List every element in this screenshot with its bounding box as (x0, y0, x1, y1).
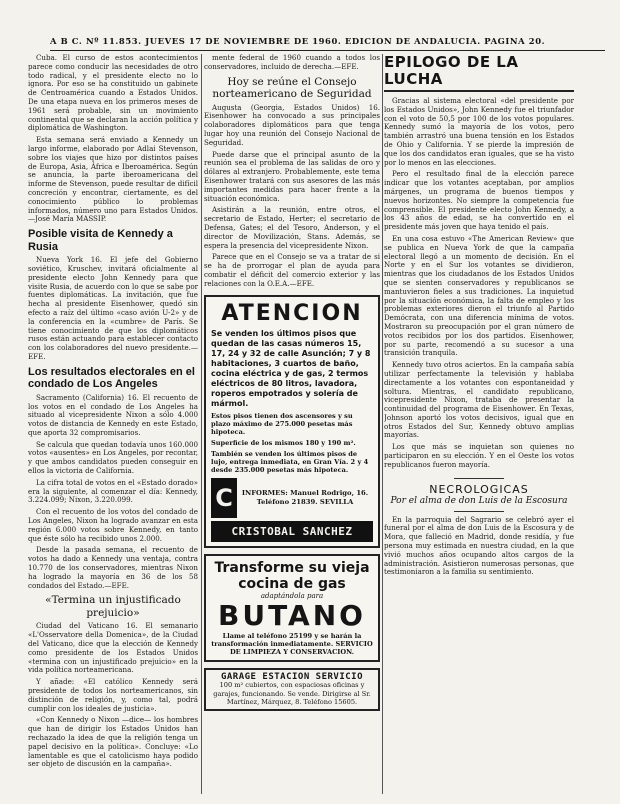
article-paragraph: Parece que en el Consejo se va a tratar de si se ha de prorrogar el plan de ayuda para combatir el déficit del comercio exterior y las relaciones con la O.E.A.—EFE. (204, 252, 380, 288)
article-paragraph: Y añade: «El católico Kennedy será presidente de todos los norteamericanos, sin distinción de religión, y, como tal, podrá cumplir con los ideales de justicia». (28, 677, 198, 713)
obituary-subtitle: Por el alma de don Luis de la Escosura (390, 495, 568, 506)
ad-info-row (211, 478, 373, 518)
headline-kennedy-russia: Posible visita de Kennedy a Rusia (28, 228, 173, 253)
headline-los-angeles-results: Los resultados electorales en el condado de Los Angeles (28, 365, 195, 391)
article-paragraph: Gracias al sistema electoral «del presidente por los Estados Unidos», John Kennedy fue el triunfador con el voto de 50,5 por 100 de los votos populares. Kennedy sumó la mayoría de los votos, pero también arrastró una buena tensión en los Estados de Ohio y California. Y se pierde la impresión de que los dos candidatos eran iguales, que se ha visto por lo menos en las elecciones. (384, 96, 574, 167)
advertisement-apartments (204, 295, 380, 548)
ad-text: Llame al teléfono 25199 y se harán la transformación inmediatamente. SERVICIO DE LIMPIEZA Y CONSERVACION. (211, 631, 373, 656)
article-paragraph: Augusta (Georgia, Estados Unidos) 16. Eisenhower ha convocado a sus principales colaboradores diplomáticos para que tenga lugar hoy una reunión del Consejo Nacional de Seguridad. (204, 102, 380, 147)
advertisement-butano (204, 554, 380, 663)
headline-epilogue: EPILOGO DE LA LUCHA (384, 54, 574, 92)
ad-text: Estos pisos tienen dos ascensores y su plazo máximo de 275.000 pesetas más hipoteca. (211, 411, 353, 436)
ad-title: GARAGE ESTACION SERVICIO (220, 672, 364, 683)
ad-info: INFORMES: Manuel Rodrigo, 16. Teléfono 21839. SEVILLA (241, 489, 369, 506)
obituaries-section (384, 478, 574, 512)
column-divider (201, 54, 202, 794)
article-paragraph: Nueva York 16. El jefe del Gobierno soviético, Kruschev, invitará oficialmente al presidente electo John Kennedy para que visite Rusia, de acuerdo con lo que se sabe por fuentes diplomáticas. La invitación, que fue hecha al presidente Eisenhower, quedó sin efecto a raíz del último «caso avión U-2» y de la conferencia en la «cumbre» de París. Se tiene conocimiento de que los diplomáticos rusos están actuando para establecer contacto con los colaboradores del nuevo presidente.—EFE. (28, 255, 198, 361)
article-paragraph: Cuba. El curso de estos acontecimientos parece como conducir las necesidades de otro todo radical, y el presidente electo no lo ignora. Por eso se ha constituido un gabinete de Centroamérica cuando a Estados Unidos. De una etapa nueva en los primeros meses de 1961 será probable, sin un movimiento continental que se declaran la acción política y diplomática de Washington. (28, 54, 198, 133)
article-paragraph: La cifra total de votos en el «Estado dorado» era la siguiente, al comenzar el día: Kennedy, 3.224.099; Nixon, 3.220.099. (28, 477, 198, 505)
obituaries-title: NECROLOGICAS (429, 482, 529, 496)
article-paragraph: En una cosa estuvo «The American Review» que se publica en Nueva York de que la campaña electoral llegó a un momento de decisión. En el Norte y en el Sur los votantes se dividieron, mientras que los ciudadanos de los Estados Unidos que se sienten conservadores y republicanos se mantuvieron fieles a sus tradiciones. La inquietud por la situación económica, la falta de empleo y los problemas exteriores dieron el triunfo al Partido Demócrata, con una diferencia mínima de votos. Mostraron su preocupación por el gran número de votos recibidos por los dos partidos. Eisenhower, por su parte, recomendó a su sucesor a una transición tranquila. (384, 233, 574, 358)
ad-text: Superficie de los mismos 180 y 190 m². (211, 438, 356, 447)
headline-security-council: Hoy se reúne el Consejo norteamericano de Seguridad (212, 75, 372, 101)
article-paragraph: Los que más se inquietan son quienes no participaron en su elección. Y en el Oeste los votos republicanos fueron mayoría. (384, 442, 574, 469)
ad-text: Se venden los últimos pisos que quedan de las casas números 15, 17, 24 y 32 de calle Asunción; 7 y 8 habitaciones, 3 cuartos de baño, cocina eléctrica y de gas, 2 termos eléctricos de 80 litros, lavadora, roperos empotrados y solería de mármol. (211, 328, 371, 408)
column-left (28, 54, 198, 804)
article-paragraph: Desde la pasada semana, el recuento de votos ha dado a Kennedy una ventaja, contra 10.770 de los conservadores, mientras Nixon ha logrado la mayoría en 36 de los 58 condados del Estado.—EFE. (28, 545, 198, 590)
article-paragraph: Sacramento (California) 16. El recuento de los votos en el condado de Los Angeles ha situado al vicepresidente Nixon a sólo 4.000 votos de distancia de Kennedy en este Estado, que aporta 32 compromisarios. (28, 392, 198, 437)
column-middle (204, 54, 380, 804)
ad-brand: CRISTOBAL SANCHEZ (211, 521, 373, 542)
article-paragraph: Con el recuento de los votos del condado de Los Angeles, Nixon ha logrado avanzar en esta región 6.000 votos sobre Kennedy, en tanto que éste sólo ha recibido unos 2.000. (28, 507, 198, 543)
article-paragraph: Se calcula que quedan todavía unos 160.000 votos «ausentes» en Los Angeles, por recontar, y que ambos candidatos pueden conseguir en ellos la victoria de California. (28, 439, 198, 476)
article-paragraph: En la parroquia del Sagrario se celebró ayer el funeral por el alma de don Luis de la Escosura y de Mora, que falleció en Madrid, donde residía, y fue persona muy estimada en nuestra ciudad, en la que vivió muchos años ocupando altos cargos de la administración. Asistieron numerosas personas, que testimoniaron a la familia su sentimiento. (384, 514, 574, 577)
article-paragraph: mente federal de 1960 cuando a todos los conservadores, incluido de derecha.—EFE. (204, 54, 380, 71)
ad-title: Transforme su vieja cocina de gas (214, 559, 370, 592)
ad-text: 100 m² cubiertos, con espaciosas oficinas y garajes, funcionando. Se vende. Dirigirse al Sr. Martínez, Márquez, 8. Teléfono 15605. (213, 681, 371, 706)
column-divider (382, 54, 383, 794)
divider (454, 511, 504, 512)
column-right (384, 54, 574, 804)
ad-text: También se venden los últimos pisos de lujo, entrega inmediata, en Gran Vía. 2 y 4 desde 235.000 pesetas más hipoteca. (211, 449, 369, 474)
ad-brand: BUTANO (218, 598, 366, 632)
article-paragraph: Pero el resultado final de la elección parece indicar que los votantes aceptaban, por amplios márgenes, un programa de buenos tiempos y nuevos horizontes. No siempre la competencia fue comprensible. El presidente electo John Kennedy, a los 43 años de edad, se ha convertido en el presidente más joven que haya tenido el país. (384, 169, 574, 232)
article-paragraph: Esta semana será enviado a Kennedy un largo informe, elaborado por Adlai Stevenson, sobre los viajes que hizo por distintos países de Europa, Asia, África e Iberoamérica. Según se anuncia, la parte iberoamericana del informe de Stevenson, puede resultar de difícil concreción y encontrar, ciertamente, es del conocimiento público lo problemas informados, número uno para Estados Unidos.—José María MASSIP. (28, 135, 198, 224)
article-paragraph: Puede darse que el principal asunto de la reunión sea el problema de las salidas de oro y dólares al extranjero. Probablemente, este tema Eisenhower tratará con sus asesores de las más importantes medidas para hacer frente a la situación económica. (204, 149, 380, 203)
article-paragraph: Asistirán a la reunión, entre otros, el secretario de Estado, Herter; el secretario de Defensa, Gates; el del Tesoro, Anderson, y el director de Movilización, Stans. Además, se espera la presencia del vicepresidente Nixon. (204, 205, 380, 250)
headline-prejudice: «Termina un injustificado prejuicio» (45, 594, 181, 619)
article-paragraph: Ciudad del Vaticano 16. El semanario «L'Osservatore della Domenica», de la Ciudad del Vaticano, dice que la elección de Kennedy como presidente de los Estados Unidos «termina con un injustificado prejuicio» en la vida política norteamericana. (28, 621, 198, 675)
ad-title: ATENCION (221, 300, 363, 326)
ad-text: adaptándola para (260, 591, 324, 600)
article-paragraph: Kennedy tuvo otros aciertos. En la campaña sabía utilizar perfectamente la televisión y hablaba directamente a los votantes con espontaneidad y soltura. Mientras, el candidato republicano, vicepresidente Nixon, trataba de presentar la continuidad del programa de Eisenhower. En Texas, Johnson aportó los votos decisivos, igual que en otros Estados del Sur, Kennedy obtuvo amplias mayorías. (384, 360, 574, 440)
page-header: A B C. Nº 11.853. JUEVES 17 DE NOVIEMBRE DE 1960. EDICION DE ANDALUCIA. PAGINA 20. (50, 36, 605, 51)
divider (454, 478, 504, 479)
c-logo-icon: C (211, 478, 237, 518)
article-paragraph: «Con Kennedy o Nixon —dice— los hombres que han de dirigir los Estados Unidos han rechazado la idea de que la religión tenga un papel decisivo en la política». Concluye: «Lo lamentable es que el catolicismo haya podido ser objeto de discusión en la campaña». (28, 715, 198, 769)
advertisement-garage (204, 668, 380, 711)
